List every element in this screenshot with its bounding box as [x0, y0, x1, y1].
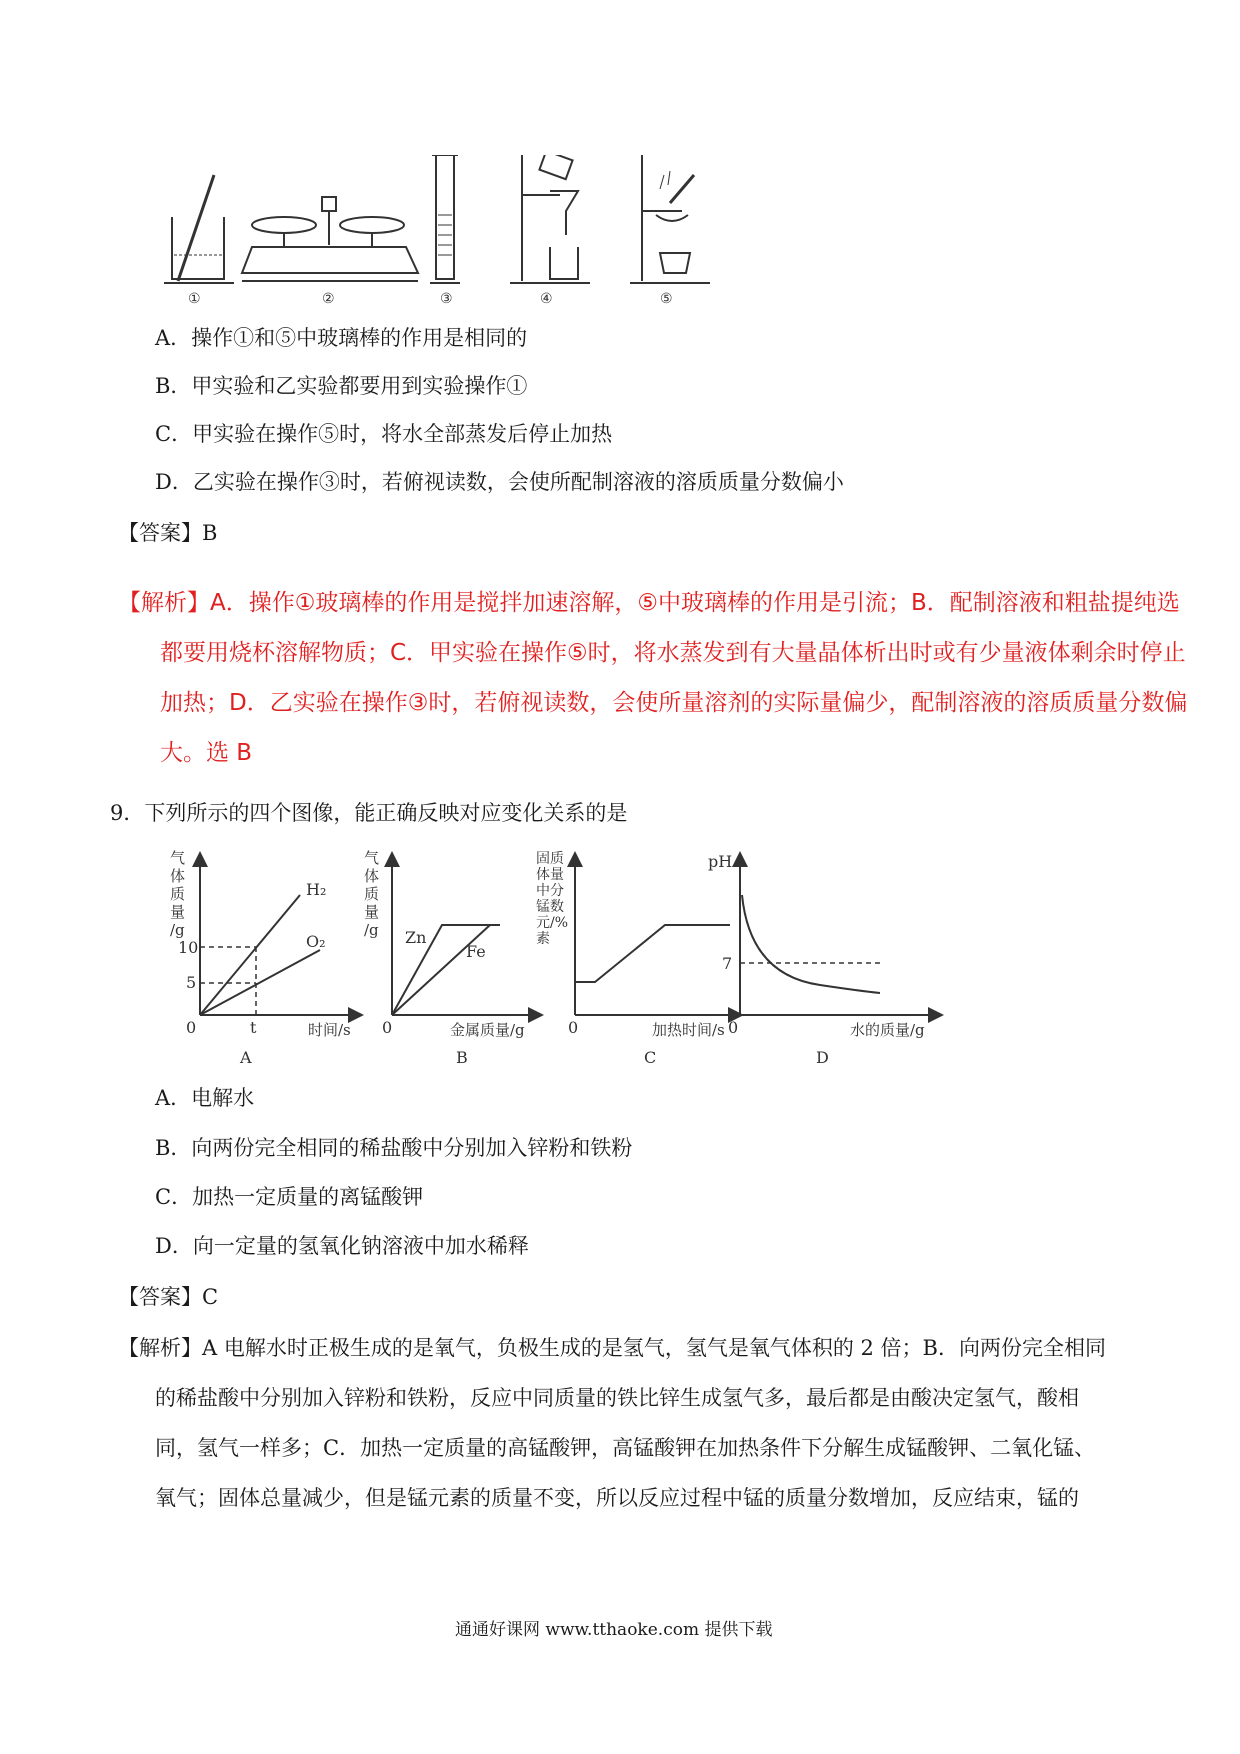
- svg-text:中分: 中分: [536, 883, 564, 899]
- q8-analysis-line-2: 都要用烧杯溶解物质；C．甲实验在操作⑤时，将水蒸发到有大量晶体析出时或有少量液体剩余时停止: [160, 640, 1186, 666]
- graph-c-origin: 0: [568, 1018, 579, 1037]
- graph-a-line-h2: [200, 895, 300, 1015]
- svg-text:锰数: 锰数: [536, 899, 564, 915]
- graph-c-panel-label: C: [644, 1048, 657, 1067]
- graph-a-series-o2: O₂: [306, 932, 326, 951]
- q9-analysis-line-3: 同，氢气一样多；C．加热一定质量的高锰酸钾，高锰酸钾在加热条件下分解生成锰酸钾、二氧化锰、: [155, 1436, 1096, 1460]
- q9-option-d: D．向一定量的氢氧化钠溶液中加水稀释: [155, 1234, 529, 1258]
- svg-text:元/%: 元/%: [536, 915, 569, 931]
- graph-b-panel-label: B: [456, 1048, 468, 1067]
- graph-d-line: [742, 895, 880, 993]
- svg-text:固质: 固质: [536, 851, 564, 867]
- graph-a-xlabel: 时间/s: [308, 1021, 351, 1039]
- graph-a-series-h2: H₂: [306, 880, 327, 899]
- q8-option-c: C．甲实验在操作⑤时，将水全部蒸发后停止加热: [155, 422, 613, 446]
- evaporation-apparatus-icon: [630, 155, 710, 283]
- q8-option-a: A．操作①和⑤中玻璃棒的作用是相同的: [155, 326, 528, 350]
- graph-d-origin: 0: [728, 1018, 739, 1037]
- graph-d-panel-label: D: [816, 1048, 829, 1067]
- graph-a-ytick-10: 10: [178, 938, 199, 957]
- apparatus-label-5: ⑤: [660, 291, 673, 305]
- graph-b-origin: 0: [382, 1018, 393, 1037]
- q8-option-d: D．乙实验在操作③时，若俯视读数，会使所配制溶液的溶质质量分数偏小: [155, 470, 844, 494]
- apparatus-label-1: ①: [188, 291, 201, 305]
- q9-stem: 9．下列所示的四个图像，能正确反映对应变化关系的是: [110, 801, 628, 825]
- graph-b-ylabel: 气 体 质 量 /g: [364, 849, 380, 939]
- q8-analysis-line-3: 加热；D．乙实验在操作③时，若俯视读数，会使所量溶剂的实际量偏少，配制溶液的溶质质量分数偏: [160, 690, 1188, 716]
- graph-c-ylabel: [536, 851, 568, 947]
- q8-answer: 【答案】B: [118, 521, 218, 545]
- q9-answer: 【答案】C: [118, 1285, 219, 1309]
- graduated-cylinder-icon: [430, 155, 460, 283]
- graph-a-ylabel: 气 体 质 量 /g: [170, 849, 186, 939]
- graph-b-series-zn: Zn: [405, 928, 427, 947]
- q9-graphs: [160, 845, 950, 1070]
- graph-b-xlabel: 金属质量/g: [450, 1021, 525, 1039]
- page-footer: 通通好课网 www.tthaoke.com 提供下载: [455, 1620, 773, 1640]
- svg-text:素: 素: [536, 931, 550, 947]
- filtration-apparatus-icon: [510, 155, 590, 283]
- apparatus-label-2: ②: [322, 291, 335, 305]
- graph-c-line: [575, 925, 733, 982]
- q9-analysis-line-4: 氧气；固体总量减少，但是锰元素的质量不变，所以反应过程中锰的质量分数增加，反应结束，锰的: [155, 1486, 1079, 1510]
- graph-d-xlabel: 水的质量/g: [850, 1021, 925, 1039]
- graph-d-ytick-7: 7: [722, 954, 733, 973]
- q8-analysis-line-1: 【解析】A．操作①玻璃棒的作用是搅拌加速溶解，⑤中玻璃棒的作用是引流；B．配制溶液和粗盐提纯选: [118, 590, 1180, 616]
- graph-c-xlabel: 加热时间/s: [652, 1021, 725, 1039]
- apparatus-label-4: ④: [540, 291, 553, 305]
- svg-text:体量: 体量: [536, 867, 564, 883]
- q8-analysis-line-4: 大。选 B: [160, 740, 253, 766]
- q9-option-a: A．电解水: [155, 1086, 255, 1110]
- q9-option-b: B．向两份完全相同的稀盐酸中分别加入锌粉和铁粉: [155, 1136, 633, 1160]
- graph-d-ylabel: pH: [708, 852, 733, 871]
- balance-scale-icon: [242, 197, 418, 281]
- graph-a-ytick-5: 5: [186, 973, 197, 992]
- apparatus-label-3: ③: [440, 291, 453, 305]
- q9-analysis-line-1: 【解析】A 电解水时正极生成的是氧气，负极生成的是氢气，氢气是氧气体积的 2 倍；B．向两份完全相同: [118, 1336, 1106, 1360]
- q8-option-b: B．甲实验和乙实验都要用到实验操作①: [155, 374, 528, 398]
- graph-a-xtick-t: t: [250, 1018, 257, 1037]
- graph-b-series-fe: Fe: [466, 942, 486, 961]
- graph-a-panel-label: A: [240, 1048, 252, 1067]
- apparatus-figure: [160, 155, 800, 305]
- graph-a-origin: 0: [186, 1018, 197, 1037]
- q9-option-c: C．加热一定质量的离锰酸钾: [155, 1185, 424, 1209]
- beaker-stirring-icon: [164, 175, 234, 283]
- q9-analysis-line-2: 的稀盐酸中分别加入锌粉和铁粉，反应中同质量的铁比锌生成氢气多，最后都是由酸决定氢气，酸相: [155, 1386, 1079, 1410]
